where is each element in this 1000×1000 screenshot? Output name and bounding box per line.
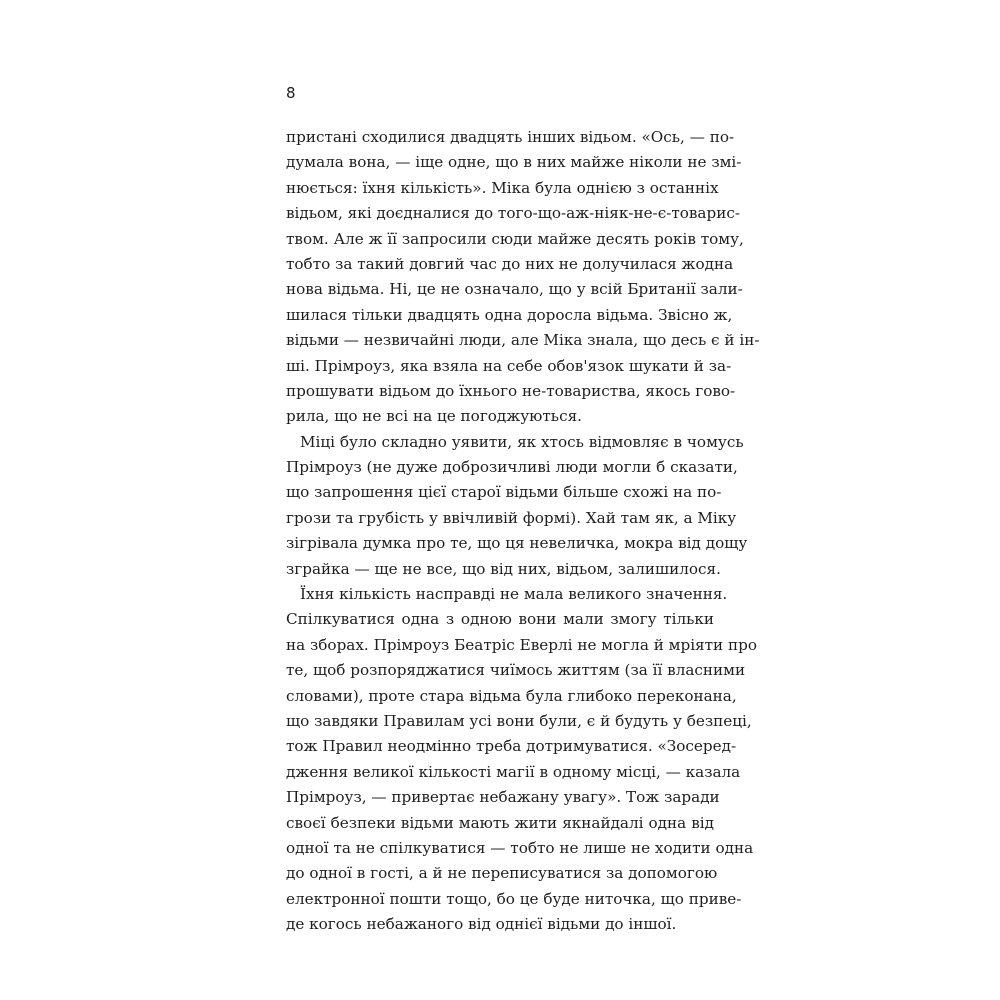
text-line: пристані сходилися двадцять інших відьом. «Ось, — по- <box>286 128 735 146</box>
text-line: нова відьма. Ні, це не означало, що у всій Британії зали- <box>286 280 743 299</box>
page-number: 8 <box>286 84 296 102</box>
text-line: те, щоб розпоряджатися чиїмось життям (за її власними <box>286 661 746 680</box>
text-line: на зборах. Прімроуз Беатріс Еверлі не могла й мріяти про <box>286 635 757 654</box>
text-line: дження великої кількості магії в одному місці, — казала <box>286 762 741 781</box>
text-line: Прімроуз (не дуже доброзичливі люди могли б сказати, <box>286 458 738 477</box>
text-line: ші. Прімроуз, яка взяла на себе обов'язок шукати й за- <box>286 356 732 375</box>
text-line: тож Правил неодмінно треба дотримуватися. «Зосеред- <box>286 737 737 756</box>
text-line: до одної в гості, а й не переписуватися за допомогою <box>286 864 718 883</box>
text-line: електронної пошти тощо, бо це буде ниточка, що приве- <box>286 889 742 908</box>
text-line: словами), проте стара відьма була глибоко переконана, <box>286 686 737 705</box>
body-text <box>286 125 760 938</box>
text-line: відьми — незвичайні люди, але Міка знала, що десь є й ін- <box>286 331 760 350</box>
text-line: Їхня кількість насправді не мала великого значення. <box>300 585 728 604</box>
text-line: де когось небажаного від однієї відьми до іншої. <box>286 915 677 934</box>
text-line: одної та не спілкуватися — тобто не лише не ходити одна <box>286 838 754 857</box>
text-line: своєї безпеки відьми мають жити якнайдалі одна від <box>286 813 714 832</box>
text-line: зграйка — ще не все, що від них, відьом, залишилося. <box>286 559 721 578</box>
text-line: грози та грубість у ввічливій формі). Хай там як, а Міку <box>286 508 737 527</box>
text-line: що завдяки Правилам усі вони були, є й будуть у безпеці, <box>286 711 752 730</box>
text-line: тобто за такий довгий час до них не долучилася жодна <box>286 254 734 273</box>
text-line: шилася тільки двадцять одна доросла відьма. Звісно ж, <box>286 305 733 324</box>
text-line: зігрівала думка про те, що ця невеличка, мокра від дощу <box>286 534 748 553</box>
text-line: Прімроуз, — привертає небажану увагу». Тож заради <box>286 788 720 807</box>
text-line: Міці було складно уявити, як хтось відмовляє в чомусь <box>300 432 744 451</box>
text-line: що запрошення цієї старої відьми більше схожі на по- <box>286 483 722 502</box>
text-line: Спілкуватися одна з одною вони мали змогу тільки <box>286 610 714 629</box>
text-line: твом. Але ж її запросили сюди майже десять років тому, <box>286 229 744 248</box>
text-line: нюється: їхня кількість». Міка була однією з останніх <box>286 178 719 197</box>
text-line: рила, що не всі на це погоджуються. <box>286 407 582 426</box>
text-line: відьом, які доєдналися до того-що-аж-ніяк-не-є-товарис- <box>286 204 740 223</box>
text-line: думала вона, — іще одне, що в них майже ніколи не змі- <box>286 153 742 172</box>
text-line: прошувати відьом до їхнього не-товариства, якось гово- <box>286 381 736 400</box>
